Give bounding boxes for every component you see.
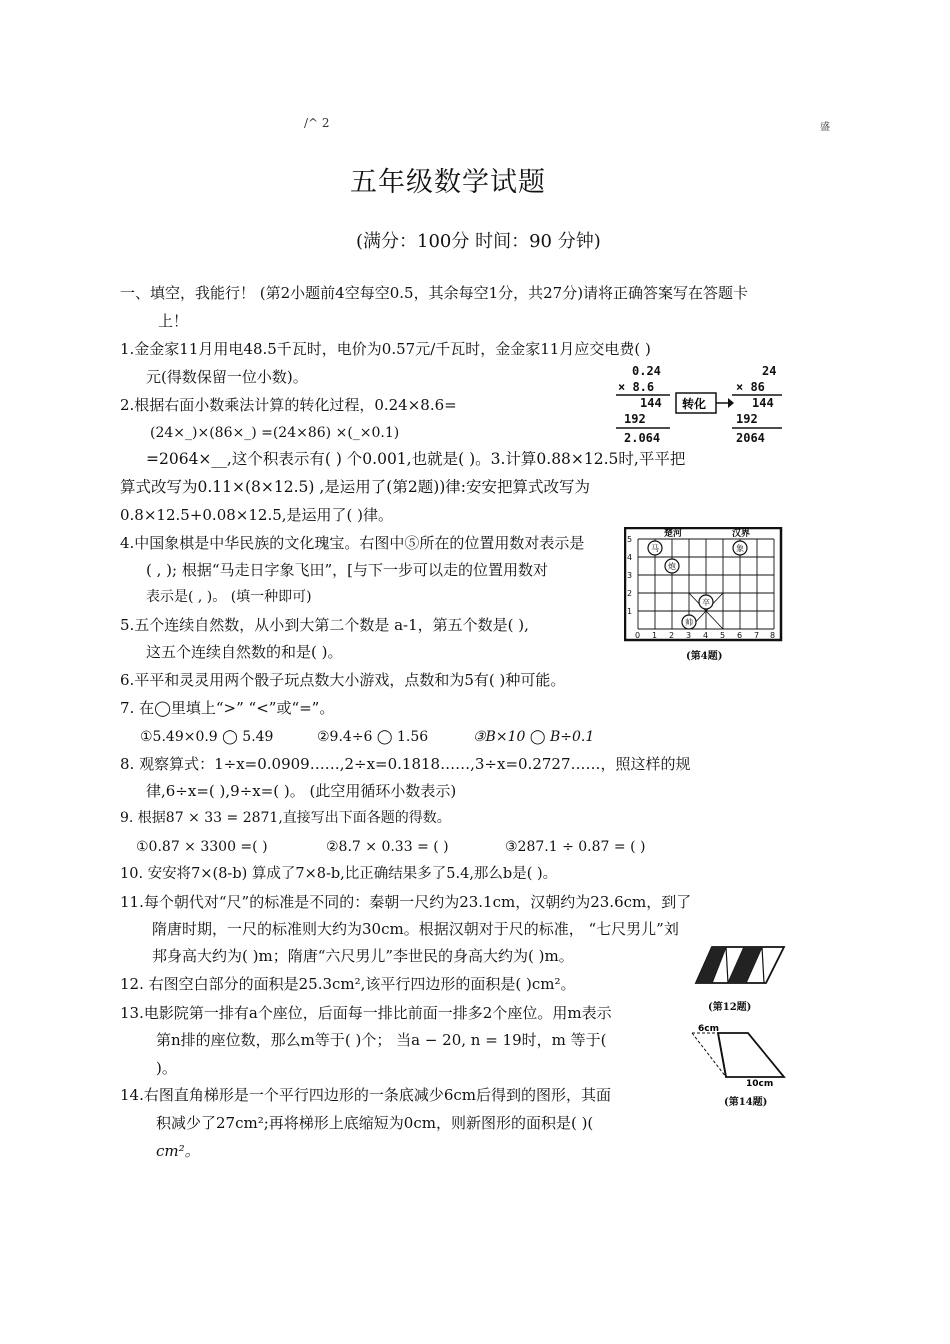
chess-col-8: 8	[770, 631, 776, 640]
chess-col-3: 3	[686, 631, 692, 640]
mult-arrow-label: 转化	[682, 397, 707, 411]
chess-caption: (第4题)	[686, 651, 723, 662]
question-8: 8. 观察算式：1÷x=0.0909……,2÷x=0.1818……,3÷x=0.2727……，照这样的规	[120, 755, 691, 773]
mult-right-3: 192	[736, 412, 758, 426]
question-1: 1.金金家11月用电48.5千瓦时，电价为0.57元/千瓦时，金金家11月应交电费( )	[120, 340, 651, 358]
parallelogram-caption: (第12题)	[708, 1002, 752, 1013]
chess-river-left: 楚河	[664, 529, 683, 539]
chess-river-right: 汉界	[732, 529, 751, 539]
question-4-cont: ( , ); 根据“马走日字象飞田”，[与下一步可以走的位置用数对	[146, 561, 549, 579]
mult-left-2: 144	[640, 396, 662, 410]
question-2: 2.根据右面小数乘法计算的转化过程，0.24×8.6=	[120, 396, 457, 414]
question-14-cont: 积减少了27cm²;再将梯形上底缩短为0cm，则新图形的面积是( )(	[156, 1114, 594, 1132]
header-right-mark: 盛	[820, 122, 830, 133]
question-7: 7. 在◯里填上“>” “<”或“=”。	[120, 699, 335, 717]
question-3-cont2: 0.8×12.5+0.08×12.5,是运用了( )律。	[120, 506, 393, 524]
question-9-c: ③287.1 ÷ 0.87 = ( )	[505, 839, 646, 855]
chess-col-5: 5	[720, 631, 726, 640]
chess-row-3: 3	[627, 571, 633, 580]
question-14-cont2: cm²。	[156, 1142, 200, 1160]
question-5: 5.五个连续自然数，从小到大第二个数是 a-1，第五个数是( ),	[120, 616, 529, 634]
mult-right-2: 144	[752, 396, 774, 410]
question-4: 4.中国象棋是中华民族的文化瑰宝。右图中⑤所在的位置用数对表示是	[120, 534, 585, 552]
chess-col-0: 0	[635, 631, 641, 640]
question-12: 12. 右图空白部分的面积是25.3cm²,该平行四边形的面积是( )cm²。	[120, 975, 576, 993]
section-heading: 一、填空，我能行！ (第2小题前4空每空0.5，其余每空1分，共27分)请将正确答案写在答题卡	[120, 284, 749, 302]
mult-right-0: 24	[762, 364, 777, 378]
chess-piece-soldier: 卒	[702, 598, 710, 607]
chess-col-4: 4	[703, 631, 709, 640]
question-13-cont2: )。	[156, 1059, 177, 1077]
mult-left-4: 2.064	[624, 431, 661, 445]
trapezoid-caption: (第14题)	[724, 1097, 768, 1108]
question-9-a: ①0.87 × 3300 =( )	[136, 839, 268, 855]
page-subtitle: (满分：100分 时间：90 分钟)	[356, 231, 601, 252]
parallelogram-figure	[694, 943, 786, 1013]
chess-col-1: 1	[652, 631, 658, 640]
question-5-cont: 这五个连续自然数的和是( )。	[146, 643, 343, 661]
question-11-cont: 隋唐时期，一尺的标准则大约为30cm。根据汉朝对于尺的标准， “七尺男儿”刘	[152, 920, 679, 938]
question-7-a: ①5.49×0.9 ◯ 5.49	[140, 729, 274, 745]
mult-left-3: 192	[624, 412, 646, 426]
question-3-cont: 算式改写为0.11×(8×12.5) ,是运用了(第2题))律:安安把算式改写为	[120, 478, 591, 496]
mult-right-4: 2064	[736, 431, 765, 445]
trapezoid-figure	[688, 1023, 788, 1109]
multiplication-figure	[612, 363, 784, 449]
chess-col-2: 2	[669, 631, 675, 640]
chess-col-7: 7	[754, 631, 760, 640]
chess-piece-elephant: 象	[736, 544, 744, 553]
question-4-cont2: 表示是( , )。 (填一种即可)	[146, 589, 312, 605]
section-heading-cont: 上！	[158, 312, 189, 330]
chess-piece-king: 帅	[685, 618, 693, 627]
mult-left-1: × 8.6	[618, 380, 655, 394]
chess-piece-horse: 马	[651, 544, 659, 553]
question-10: 10. 安安将7×(8-b) 算成了7×8-b,比正确结果多了5.4,那么b是( )。	[120, 866, 558, 882]
question-9-b: ②8.7 × 0.33 = ( )	[326, 839, 449, 855]
question-13: 13.电影院第一排有a个座位，后面每一排比前面一排多2个座位。用m表示	[120, 1004, 612, 1022]
question-11-cont2: 邦身高大约为( )m；隋唐“六尺男儿”李世民的身高大约为( )m。	[152, 947, 574, 965]
question-8-cont: 律,6÷x=( ),9÷x=( )。 (此空用循环小数表示)	[146, 782, 457, 800]
question-7-b: ②9.4÷6 ◯ 1.56	[317, 729, 429, 745]
question-1-cont: 元(得数保留一位小数)。	[146, 368, 308, 386]
chess-piece-cannon: 炮	[668, 562, 676, 571]
chess-row-5: 5	[627, 535, 633, 544]
mult-right-1: × 86	[736, 380, 765, 394]
question-11: 11.每个朝代对“尺”的标准是不同的：秦朝一尺约为23.1cm，汉朝约为23.6cm，到了	[120, 893, 692, 911]
question-2-cont: (24×_)×(86×_) =(24×86) ×(_×0.1)	[150, 425, 400, 441]
question-7-c: ③B×10 ◯ B÷0.1	[473, 729, 595, 745]
mult-left-0: 0.24	[632, 364, 661, 378]
trap-bottom-label: 10cm	[746, 1079, 774, 1087]
chess-row-1: 1	[627, 607, 633, 616]
question-13-cont: 第n排的座位数，那么m等于( )个； 当a − 20, n = 19时，m 等于(	[156, 1031, 607, 1049]
chess-row-2: 2	[627, 589, 633, 598]
chess-board-figure	[624, 527, 784, 661]
trap-top-label: 6cm	[698, 1024, 719, 1034]
chess-col-6: 6	[737, 631, 743, 640]
page-title: 五年级数学试题	[350, 167, 546, 198]
chess-row-4: 4	[627, 553, 633, 562]
question-6: 6.平平和灵灵用两个骰子玩点数大小游戏，点数和为5有( )种可能。	[120, 671, 566, 689]
question-14: 14.右图直角梯形是一个平行四边形的一条底减少6cm后得到的图形，其面	[120, 1086, 612, 1104]
question-2-3-line: =2064×__,这个积表示有( ) 个0.001,也就是( )。3.计算0.88×12.5时,平平把	[146, 450, 686, 468]
question-9: 9. 根据87 × 33 = 2871,直接写出下面各题的得数。	[120, 810, 451, 826]
header-left-mark: /^ 2	[304, 116, 330, 130]
